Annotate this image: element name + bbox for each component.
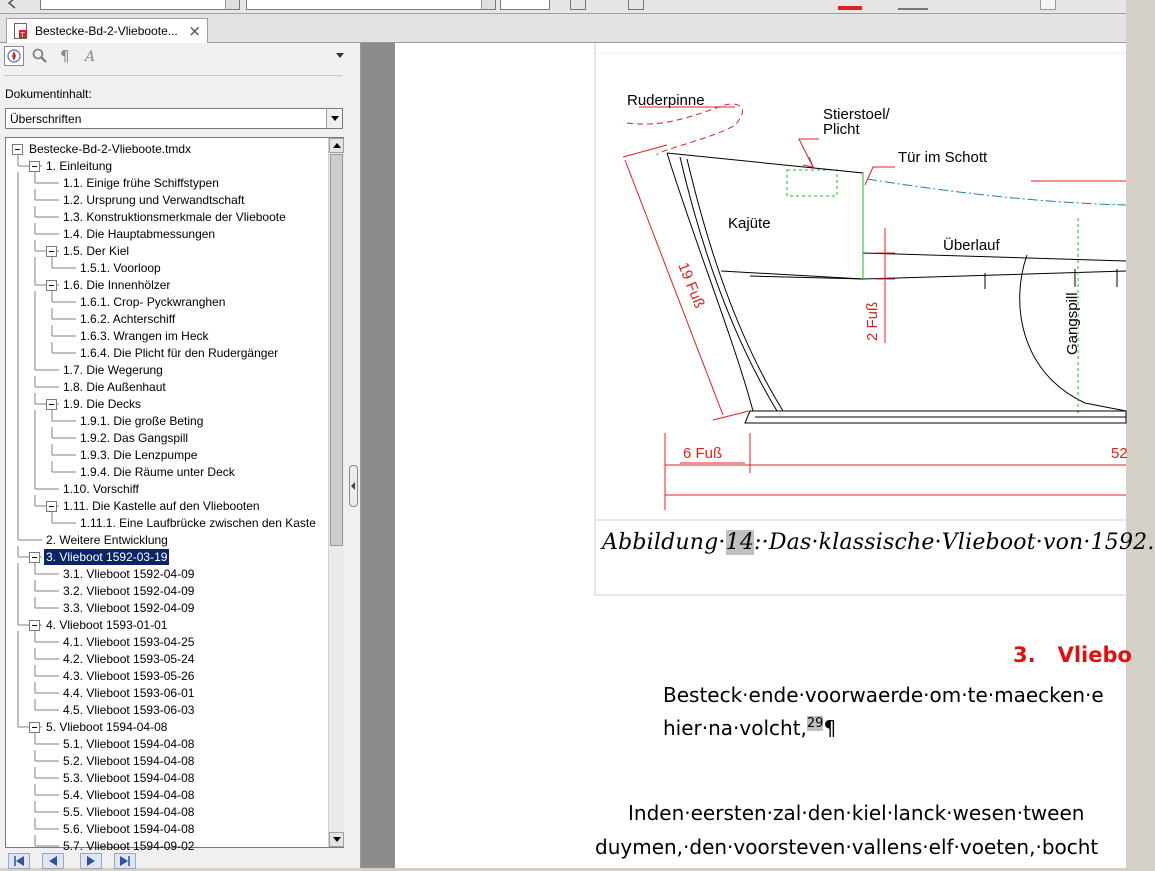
bold-icon[interactable] bbox=[700, 0, 716, 10]
first-page-icon[interactable] bbox=[8, 853, 30, 869]
tree-item-label: 1. Einleitung bbox=[46, 159, 113, 173]
tree-item[interactable] bbox=[6, 464, 328, 481]
document-tab[interactable] bbox=[6, 18, 208, 44]
italic-icon[interactable] bbox=[738, 0, 754, 10]
label-2-fuss: 2 Fuß bbox=[864, 301, 881, 341]
paragraph-line bbox=[663, 716, 836, 740]
tree-item[interactable] bbox=[6, 294, 328, 311]
collapse-icon[interactable] bbox=[46, 280, 57, 291]
collapse-panel-icon[interactable] bbox=[349, 465, 358, 507]
tree-item[interactable] bbox=[6, 362, 328, 379]
last-page-icon[interactable] bbox=[114, 853, 136, 869]
tree-item-label: 1.6.4. Die Plicht für den Rudergänger bbox=[80, 346, 279, 360]
document-icon bbox=[14, 23, 28, 43]
caption-text: :·Das·klassische·Vlieboot·von·1592. bbox=[754, 530, 1155, 555]
tree-item[interactable] bbox=[6, 651, 328, 668]
tree-item-label: 1.6.2. Achterschiff bbox=[80, 312, 176, 326]
cut-icon[interactable] bbox=[974, 0, 990, 10]
chevron-down-icon bbox=[481, 0, 495, 9]
tree-item-label: 1.8. Die Außenhaut bbox=[63, 380, 166, 394]
tree-item[interactable] bbox=[6, 770, 328, 787]
collapse-icon[interactable] bbox=[29, 161, 40, 172]
tree-item-label: 5.1. Vlieboot 1594-04-08 bbox=[63, 737, 195, 751]
tree-item-label: 1.11. Die Kastelle auf den Vliebooten bbox=[63, 499, 260, 513]
tree-item-label: 1.9. Die Decks bbox=[63, 397, 142, 411]
tree-item-label: 1.9.4. Die Räume unter Deck bbox=[80, 465, 235, 479]
tree-item-label: 3.2. Vlieboot 1592-04-09 bbox=[63, 584, 195, 598]
font-color-icon[interactable] bbox=[838, 0, 862, 10]
ship-drawing bbox=[395, 43, 1126, 868]
overlauf-deck-2 bbox=[863, 271, 1126, 279]
tree-item[interactable] bbox=[6, 736, 328, 753]
dimension-19-line bbox=[625, 160, 723, 415]
tree-item[interactable] bbox=[6, 532, 328, 549]
search-icon[interactable] bbox=[30, 46, 50, 66]
tree-item-label: 5.7. Vlieboot 1594-09-02 bbox=[63, 839, 195, 853]
tree-item[interactable] bbox=[6, 192, 328, 209]
table-icon[interactable] bbox=[570, 0, 586, 10]
compass-icon[interactable] bbox=[4, 46, 24, 66]
footnote-reference[interactable]: 29 bbox=[806, 716, 824, 732]
tree-item-label: 5.3. Vlieboot 1594-04-08 bbox=[63, 771, 195, 785]
tree-item[interactable] bbox=[6, 260, 328, 277]
collapse-icon[interactable] bbox=[46, 399, 57, 410]
paragraph-line: duymen,·den·voorsteven·vallens·elf·voeten,·bocht bbox=[595, 835, 1099, 859]
tree-item[interactable] bbox=[6, 209, 328, 226]
tree-item[interactable] bbox=[6, 719, 328, 736]
tree-item-label: 4.1. Vlieboot 1593-04-25 bbox=[63, 635, 195, 649]
tree-item-label: 5.5. Vlieboot 1594-04-08 bbox=[63, 805, 195, 819]
collapse-icon[interactable] bbox=[12, 144, 23, 155]
outline-tree bbox=[5, 137, 344, 853]
scroll-down-icon[interactable] bbox=[329, 832, 344, 847]
stierstoel-leader bbox=[799, 139, 819, 167]
tree-item-label: 3.1. Vlieboot 1592-04-09 bbox=[63, 567, 195, 581]
label-52: 52 bbox=[1111, 445, 1128, 462]
tree-item-label: 3. Vlieboot 1592-03-19 bbox=[46, 550, 168, 564]
chevron-down-icon bbox=[225, 0, 239, 9]
main-toolbar bbox=[0, 0, 1126, 14]
tree-item[interactable] bbox=[6, 498, 328, 515]
tree-item-label: 4.5. Vlieboot 1593-06-03 bbox=[63, 703, 195, 717]
font-size-combo[interactable] bbox=[500, 0, 550, 10]
tree-item-label: 5.6. Vlieboot 1594-04-08 bbox=[63, 822, 195, 836]
document-tab-title: Bestecke-Bd-2-Vlieboote... bbox=[35, 24, 178, 38]
tree-item-label: 1.9.1. Die große Beting bbox=[80, 414, 204, 428]
tree-item[interactable] bbox=[6, 617, 328, 634]
tree-item[interactable] bbox=[6, 141, 328, 158]
tree-item[interactable] bbox=[6, 685, 328, 702]
tree-item[interactable] bbox=[6, 634, 328, 651]
tree-item-label: 4. Vlieboot 1593-01-01 bbox=[46, 618, 168, 632]
label-ueberlauf: Überlauf bbox=[943, 237, 1000, 254]
tree-item[interactable] bbox=[6, 804, 328, 821]
tree-item[interactable] bbox=[6, 447, 328, 464]
svg-text:T: T bbox=[20, 31, 25, 39]
label-stierstoel: Stierstoel/ bbox=[823, 106, 890, 123]
tree-item[interactable] bbox=[6, 566, 328, 583]
caption-prefix: Abbildung· bbox=[602, 530, 726, 555]
highlight-icon[interactable] bbox=[898, 0, 928, 10]
stern-post-inner-2 bbox=[687, 159, 783, 411]
tiller-outline bbox=[627, 104, 742, 155]
chevron-down-icon[interactable] bbox=[326, 109, 342, 128]
figure-caption bbox=[602, 530, 1155, 555]
tree-item[interactable] bbox=[6, 311, 328, 328]
tree-item[interactable] bbox=[6, 175, 328, 192]
tree-item[interactable] bbox=[6, 515, 328, 532]
label-gangspill: Gangspill bbox=[1064, 292, 1081, 355]
deck-line bbox=[721, 271, 863, 279]
align-left-icon[interactable] bbox=[1010, 0, 1026, 10]
label-ruderpinne: Ruderpinne bbox=[627, 92, 705, 109]
note-icon[interactable] bbox=[628, 0, 644, 10]
svg-text:A: A bbox=[85, 49, 96, 65]
tree-item-label: Bestecke-Bd-2-Vlieboote.tmdx bbox=[29, 142, 192, 156]
collapse-icon[interactable] bbox=[29, 722, 40, 733]
back-icon[interactable] bbox=[4, 0, 20, 10]
tree-item[interactable] bbox=[6, 702, 328, 719]
tree-item-label: 1.6.1. Crop- Pyckwranghen bbox=[80, 295, 226, 309]
extension-line bbox=[623, 145, 667, 157]
label-6-fuss: 6 Fuß bbox=[683, 445, 723, 462]
tree-item-label: 1.9.3. Die Lenzpumpe bbox=[80, 448, 198, 462]
tree-item[interactable] bbox=[6, 668, 328, 685]
caption-number-field[interactable]: 14 bbox=[725, 530, 755, 555]
paragraph-line: Inden·eersten·zal·den·kiel·lanck·wesen·tween bbox=[628, 801, 1085, 825]
collapse-icon[interactable] bbox=[29, 552, 40, 563]
previous-page-icon[interactable] bbox=[42, 853, 64, 869]
divider bbox=[4, 75, 342, 76]
paragraph-line: Besteck·ende·voorwaerde·om·te·maecken·e bbox=[663, 683, 1104, 707]
style-combo[interactable] bbox=[40, 0, 240, 10]
tree-item[interactable] bbox=[6, 481, 328, 498]
paragraph-text: hier·na·volcht, bbox=[663, 716, 807, 740]
svg-text:¶: ¶ bbox=[60, 47, 70, 65]
navigator-page-controls bbox=[0, 851, 360, 868]
tree-item[interactable] bbox=[6, 345, 328, 362]
tree-item-label: 1.6.3. Wrangen im Heck bbox=[80, 329, 209, 343]
close-icon[interactable]: × bbox=[188, 22, 201, 40]
paragraph-icon[interactable] bbox=[56, 46, 76, 66]
collapse-icon[interactable] bbox=[46, 501, 57, 512]
chevron-down-icon[interactable] bbox=[336, 53, 344, 58]
tree-item-label: 1.5.1. Voorloop bbox=[80, 261, 161, 275]
document-page bbox=[395, 43, 1155, 868]
document-tabstrip bbox=[0, 14, 1126, 43]
scroll-thumb[interactable] bbox=[330, 154, 343, 546]
tree-item-label: 5.4. Vlieboot 1594-04-08 bbox=[63, 788, 195, 802]
content-label: Dokumentinhalt: bbox=[5, 87, 92, 101]
panel-splitter[interactable] bbox=[361, 43, 395, 868]
tree-item-label: 5.2. Vlieboot 1594-04-08 bbox=[63, 754, 195, 768]
tree-item-label: 1.5. Der Kiel bbox=[63, 244, 130, 258]
pilcrow-mark: ¶ bbox=[823, 716, 837, 740]
tree-item-label: 4.2. Vlieboot 1593-05-24 bbox=[63, 652, 195, 666]
stern-post bbox=[667, 153, 753, 411]
align-right-icon[interactable] bbox=[1072, 0, 1088, 10]
label-kajuete: Kajüte bbox=[728, 215, 771, 232]
collapse-icon[interactable] bbox=[46, 246, 57, 257]
tree-item-label: 1.4. Die Hauptabmessungen bbox=[63, 227, 216, 241]
tree-item-label: 3.3. Vlieboot 1592-04-09 bbox=[63, 601, 195, 615]
scroll-up-icon[interactable] bbox=[329, 138, 344, 153]
tree-item[interactable] bbox=[6, 379, 328, 396]
plicht-box bbox=[787, 170, 837, 196]
tree-item-label: 1.2. Ursprung und Verwandtschaft bbox=[63, 193, 245, 207]
arrowhead bbox=[803, 157, 813, 167]
tree-item-label: 1.6. Die Innenhölzer bbox=[63, 278, 171, 292]
tree-item[interactable] bbox=[6, 787, 328, 804]
tree-item[interactable] bbox=[6, 821, 328, 838]
tree-item-label: 1.3. Konstruktionsmerkmale der Vlieboote bbox=[63, 210, 286, 224]
section-title: Vliebo bbox=[1057, 643, 1132, 667]
text-style-icon[interactable] bbox=[82, 46, 102, 66]
justify-icon[interactable] bbox=[1100, 0, 1116, 10]
tree-item-label: 4.4. Vlieboot 1593-06-01 bbox=[63, 686, 195, 700]
extension-line bbox=[713, 411, 749, 420]
tree-item[interactable] bbox=[6, 226, 328, 243]
next-page-icon[interactable] bbox=[80, 853, 102, 869]
label-19-fuss: 19 Fuß bbox=[674, 260, 708, 311]
align-center-icon[interactable] bbox=[1040, 0, 1056, 10]
content-type-select[interactable] bbox=[5, 108, 343, 129]
label-tuer: Tür im Schott bbox=[898, 149, 988, 166]
navigator-tools bbox=[4, 46, 344, 68]
label-plicht: Plicht bbox=[823, 121, 860, 138]
tree-item[interactable] bbox=[6, 600, 328, 617]
tree-item-label: 4.3. Vlieboot 1593-05-26 bbox=[63, 669, 195, 683]
tree-item[interactable] bbox=[6, 158, 328, 175]
navigator-panel bbox=[0, 43, 361, 868]
tree-item[interactable] bbox=[6, 549, 328, 566]
outline-tree-list bbox=[6, 138, 328, 853]
font-combo[interactable] bbox=[246, 0, 496, 10]
content-type-value: Überschriften bbox=[10, 112, 82, 126]
tree-item[interactable] bbox=[6, 583, 328, 600]
tree-item[interactable] bbox=[6, 753, 328, 770]
outline-scrollbar[interactable] bbox=[328, 138, 344, 847]
section-number: 3. bbox=[1013, 643, 1036, 667]
tree-item[interactable] bbox=[6, 396, 328, 413]
section-heading bbox=[1013, 643, 1132, 667]
tree-item[interactable] bbox=[6, 430, 328, 447]
tree-item-label: 1.7. Die Wegerung bbox=[63, 363, 163, 377]
tree-item[interactable] bbox=[6, 243, 328, 260]
sheer-line bbox=[867, 179, 1126, 205]
tree-item-label: 1.11.1. Eine Laufbrücke zwischen den Kaste bbox=[80, 516, 316, 530]
tree-item[interactable] bbox=[6, 328, 328, 345]
tree-item-label: 1.10. Vorschiff bbox=[63, 482, 139, 496]
tree-item-label: 1.9.2. Das Gangspill bbox=[80, 431, 189, 445]
tree-item-label: 2. Weitere Entwicklung bbox=[46, 533, 168, 547]
tree-item[interactable] bbox=[6, 413, 328, 430]
tree-item-label: 5. Vlieboot 1594-04-08 bbox=[46, 720, 168, 734]
collapse-icon[interactable] bbox=[29, 620, 40, 631]
tree-item-label: 1.1. Einige frühe Schiffstypen bbox=[63, 176, 219, 190]
underline-icon[interactable] bbox=[776, 0, 792, 10]
overlauf-deck bbox=[863, 253, 1126, 261]
tree-item[interactable] bbox=[6, 277, 328, 294]
